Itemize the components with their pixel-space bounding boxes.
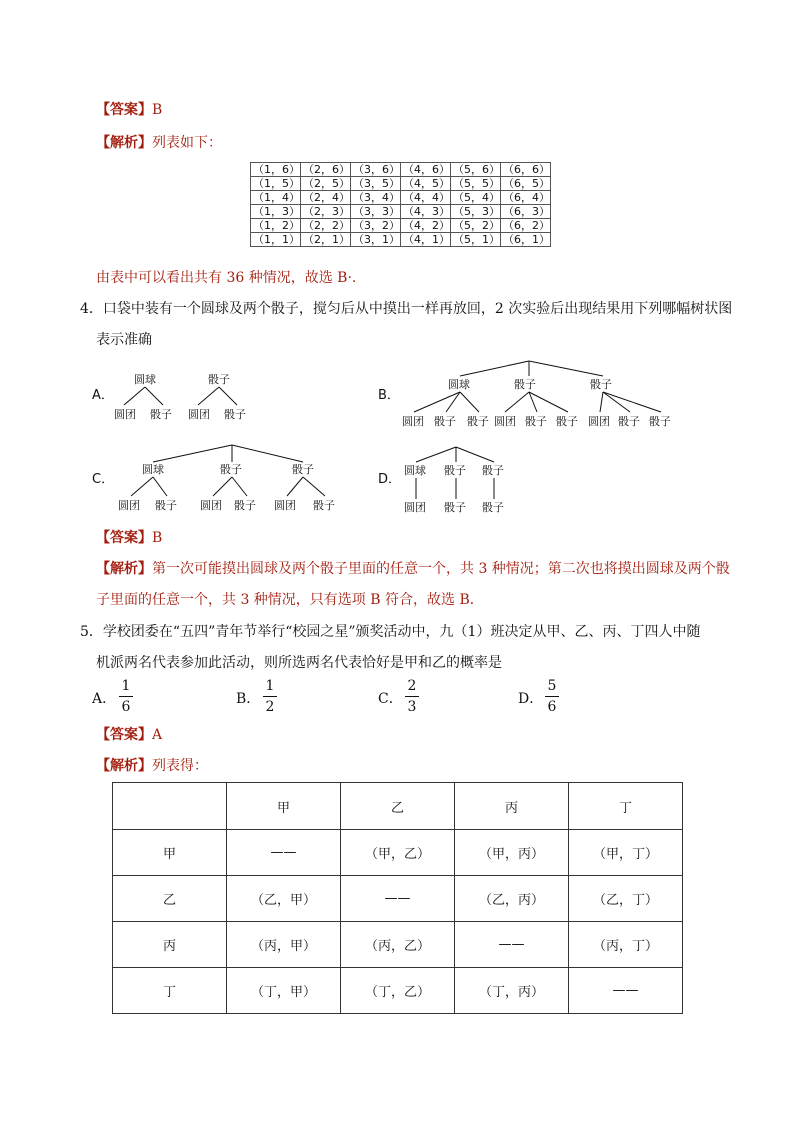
table-row [113,968,683,1014]
tree-a-root-dice: 骰子 [208,373,230,386]
table-cell: 丙 [113,922,227,968]
table-cell: （6，5） [501,177,551,191]
q3-answer-line [96,101,162,119]
tree-a-leaf-4: 骰子 [224,408,246,421]
table-cell: 丁 [113,968,227,1014]
table-cell: （6，1） [501,233,551,247]
table-row [251,233,551,247]
q4-answer-line [96,529,162,547]
q4-question-line1: 4．口袋中装有一个圆球及两个骰子，搅匀后从中摸出一样再放回，2 次实验后出现结果用下列哪幅树状图 [80,301,733,317]
tree-b-leaf-8: 骰子 [618,415,640,428]
analysis-text: 列表得： [152,758,208,774]
table-cell: （1，4） [251,191,301,205]
tree-a-leaf-3: 圆团 [188,408,210,421]
analysis-text-1: 第一次可能摸出圆球及两个骰子里面的任意一个，共 3 种情况；第二次也将摸出圆球及两个骰 [152,561,730,577]
tree-d-root-dice-1: 骰子 [444,464,466,477]
table-cell: （6，3） [501,205,551,219]
table-cell: （2，5） [301,177,351,191]
table-cell: （3，2） [351,219,401,233]
tree-c-leaf-3: 圆团 [200,499,222,512]
tree-b-root-ball: 圆球 [448,378,470,391]
table-header-cell: 乙 [341,783,455,830]
table-cell: （4，5） [401,177,451,191]
table-cell: （2，1） [301,233,351,247]
table-cell: （4，6） [401,163,451,177]
table-cell: （乙，甲） [227,876,341,922]
table-cell: （2，2） [301,219,351,233]
tree-d-leaf-1: 圆团 [404,501,426,514]
q4-tree-diagrams [0,350,794,530]
option-label: C． [378,691,403,707]
table-cell: —— [455,922,569,968]
table-cell: （5，5） [451,177,501,191]
table-cell: （3，5） [351,177,401,191]
table-cell: （丙，甲） [227,922,341,968]
q4-analysis-line2: 子里面的任意一个，共 3 种情况，只有选项 B 符合，故选 B． [96,592,484,608]
table-cell: （5，2） [451,219,501,233]
q3-conclusion: 由表中可以看出共有 36 种情况，故选 B·. [96,270,357,286]
option-c-label: C． [92,472,115,487]
answer-tag: 【答案】 [96,102,152,118]
fraction-denominator: 6 [547,699,557,715]
table-row [251,191,551,205]
dice-outcome-table [250,162,551,247]
fraction-bar [545,696,559,697]
table-cell: （1，6） [251,163,301,177]
pair-outcome-table [112,782,683,1014]
tree-b-leaf-5: 骰子 [525,415,547,428]
tree-d-root-ball: 圆球 [404,464,426,477]
fraction-denominator: 2 [265,699,275,715]
tree-c-leaf-4: 骰子 [234,499,256,512]
table-cell: （5，4） [451,191,501,205]
table-header-cell: 甲 [227,783,341,830]
table-row [251,219,551,233]
table-cell: （甲，丙） [455,830,569,876]
fraction-bar [263,696,277,697]
table-cell: 乙 [113,876,227,922]
q4-analysis-line1 [96,560,730,578]
table-cell: （4，4） [401,191,451,205]
table-cell: （丁，甲） [227,968,341,1014]
answer-tag: 【答案】 [96,727,152,743]
option-fraction [263,677,277,716]
option-fraction [405,677,419,716]
table-cell: （甲，乙） [341,830,455,876]
tree-b-leaf-9: 骰子 [649,415,671,428]
table-cell: （6，4） [501,191,551,205]
tree-a-root-ball: 圆球 [134,373,156,386]
answer-value: A [152,727,163,743]
table-cell: （1，5） [251,177,301,191]
table-row [113,876,683,922]
q3-analysis-line [96,134,222,152]
fraction-denominator: 6 [121,699,131,715]
fraction-numerator: 1 [265,678,275,694]
analysis-tag: 【解析】 [96,135,152,151]
tree-d-leaf-2: 骰子 [444,501,466,514]
table-cell: （乙，丁） [569,876,683,922]
option-label: A． [92,691,117,707]
tree-b-leaf-1: 圆团 [402,415,424,428]
table-cell: （丙，丁） [569,922,683,968]
table-cell: —— [227,830,341,876]
table-cell: —— [569,968,683,1014]
fraction-numerator: 2 [407,678,417,694]
table-cell: （乙，丙） [455,876,569,922]
table-row [251,205,551,219]
table-cell: （2，3） [301,205,351,219]
table-cell: （丁，丙） [455,968,569,1014]
table-cell: （4，2） [401,219,451,233]
answer-value: B [152,530,163,546]
q5-analysis-line [96,757,208,775]
table-cell: （3，6） [351,163,401,177]
table-cell: （1，1） [251,233,301,247]
tree-b-leaf-2: 骰子 [434,415,456,428]
table-row [113,783,683,830]
table-cell: （甲，丁） [569,830,683,876]
q4-question-line2: 表示准确 [96,332,152,348]
option-fraction [545,677,559,716]
table-header-cell: 丙 [455,783,569,830]
tree-d-root-dice-2: 骰子 [482,464,504,477]
fraction-bar [119,696,133,697]
table-cell: 甲 [113,830,227,876]
option-label: B． [236,691,261,707]
tree-c-leaf-1: 圆团 [118,499,140,512]
table-header-cell [113,783,227,830]
table-cell: （4，3） [401,205,451,219]
q5-question-line2: 机派两名代表参加此活动，则所选两名代表恰好是甲和乙的概率是 [96,655,502,671]
analysis-tag: 【解析】 [96,561,152,577]
table-cell: （1，2） [251,219,301,233]
tree-b-leaf-7: 圆团 [588,415,610,428]
tree-d-leaf-3: 骰子 [482,501,504,514]
table-cell: （6，2） [501,219,551,233]
tree-c-leaf-5: 圆团 [274,499,296,512]
table-cell: （3，4） [351,191,401,205]
tree-c-root-dice-2: 骰子 [292,463,314,476]
tree-a-leaf-2: 骰子 [150,408,172,421]
table-row [113,922,683,968]
table-row [251,177,551,191]
q5-question-line1: 5．学校团委在“五四”青年节举行“校园之星”颁奖活动中，九（1）班决定从甲、乙、丙、丁四人中随 [80,624,701,640]
option-d-label: D． [378,472,402,487]
fraction-numerator: 5 [547,678,557,694]
tree-c-root-dice-1: 骰子 [220,463,242,476]
option-fraction [119,677,133,716]
table-row [113,830,683,876]
answer-value: B [152,102,163,118]
table-cell: （1，3） [251,205,301,219]
table-cell: （2，6） [301,163,351,177]
table-cell: （5，6） [451,163,501,177]
q5-answer-line [96,726,162,744]
table-cell: （4，1） [401,233,451,247]
tree-a-leaf-1: 圆团 [114,408,136,421]
table-row [251,163,551,177]
answer-tag: 【答案】 [96,530,152,546]
option-b-label: B． [378,388,400,403]
table-cell: （丁，乙） [341,968,455,1014]
table-cell: （6，6） [501,163,551,177]
analysis-tag: 【解析】 [96,758,152,774]
table-cell: （5，1） [451,233,501,247]
tree-b-leaf-6: 骰子 [556,415,578,428]
option-a-label: A． [92,388,114,403]
table-cell: （3，3） [351,205,401,219]
table-cell: （2，4） [301,191,351,205]
analysis-text: 列表如下： [152,135,222,151]
tree-c-leaf-2: 骰子 [155,499,177,512]
fraction-numerator: 1 [121,678,131,694]
option-label: D． [518,691,544,707]
fraction-denominator: 3 [407,699,417,715]
table-header-cell: 丁 [569,783,683,830]
table-cell: （3，1） [351,233,401,247]
tree-b-root-dice-2: 骰子 [590,378,612,391]
table-cell: （5，3） [451,205,501,219]
tree-b-root-dice-1: 骰子 [514,378,536,391]
tree-c-root-ball: 圆球 [142,463,164,476]
tree-b-leaf-3: 骰子 [467,415,489,428]
tree-c-leaf-6: 骰子 [313,499,335,512]
tree-b-leaf-4: 圆团 [494,415,516,428]
table-cell: —— [341,876,455,922]
table-cell: （丙，乙） [341,922,455,968]
fraction-bar [405,696,419,697]
